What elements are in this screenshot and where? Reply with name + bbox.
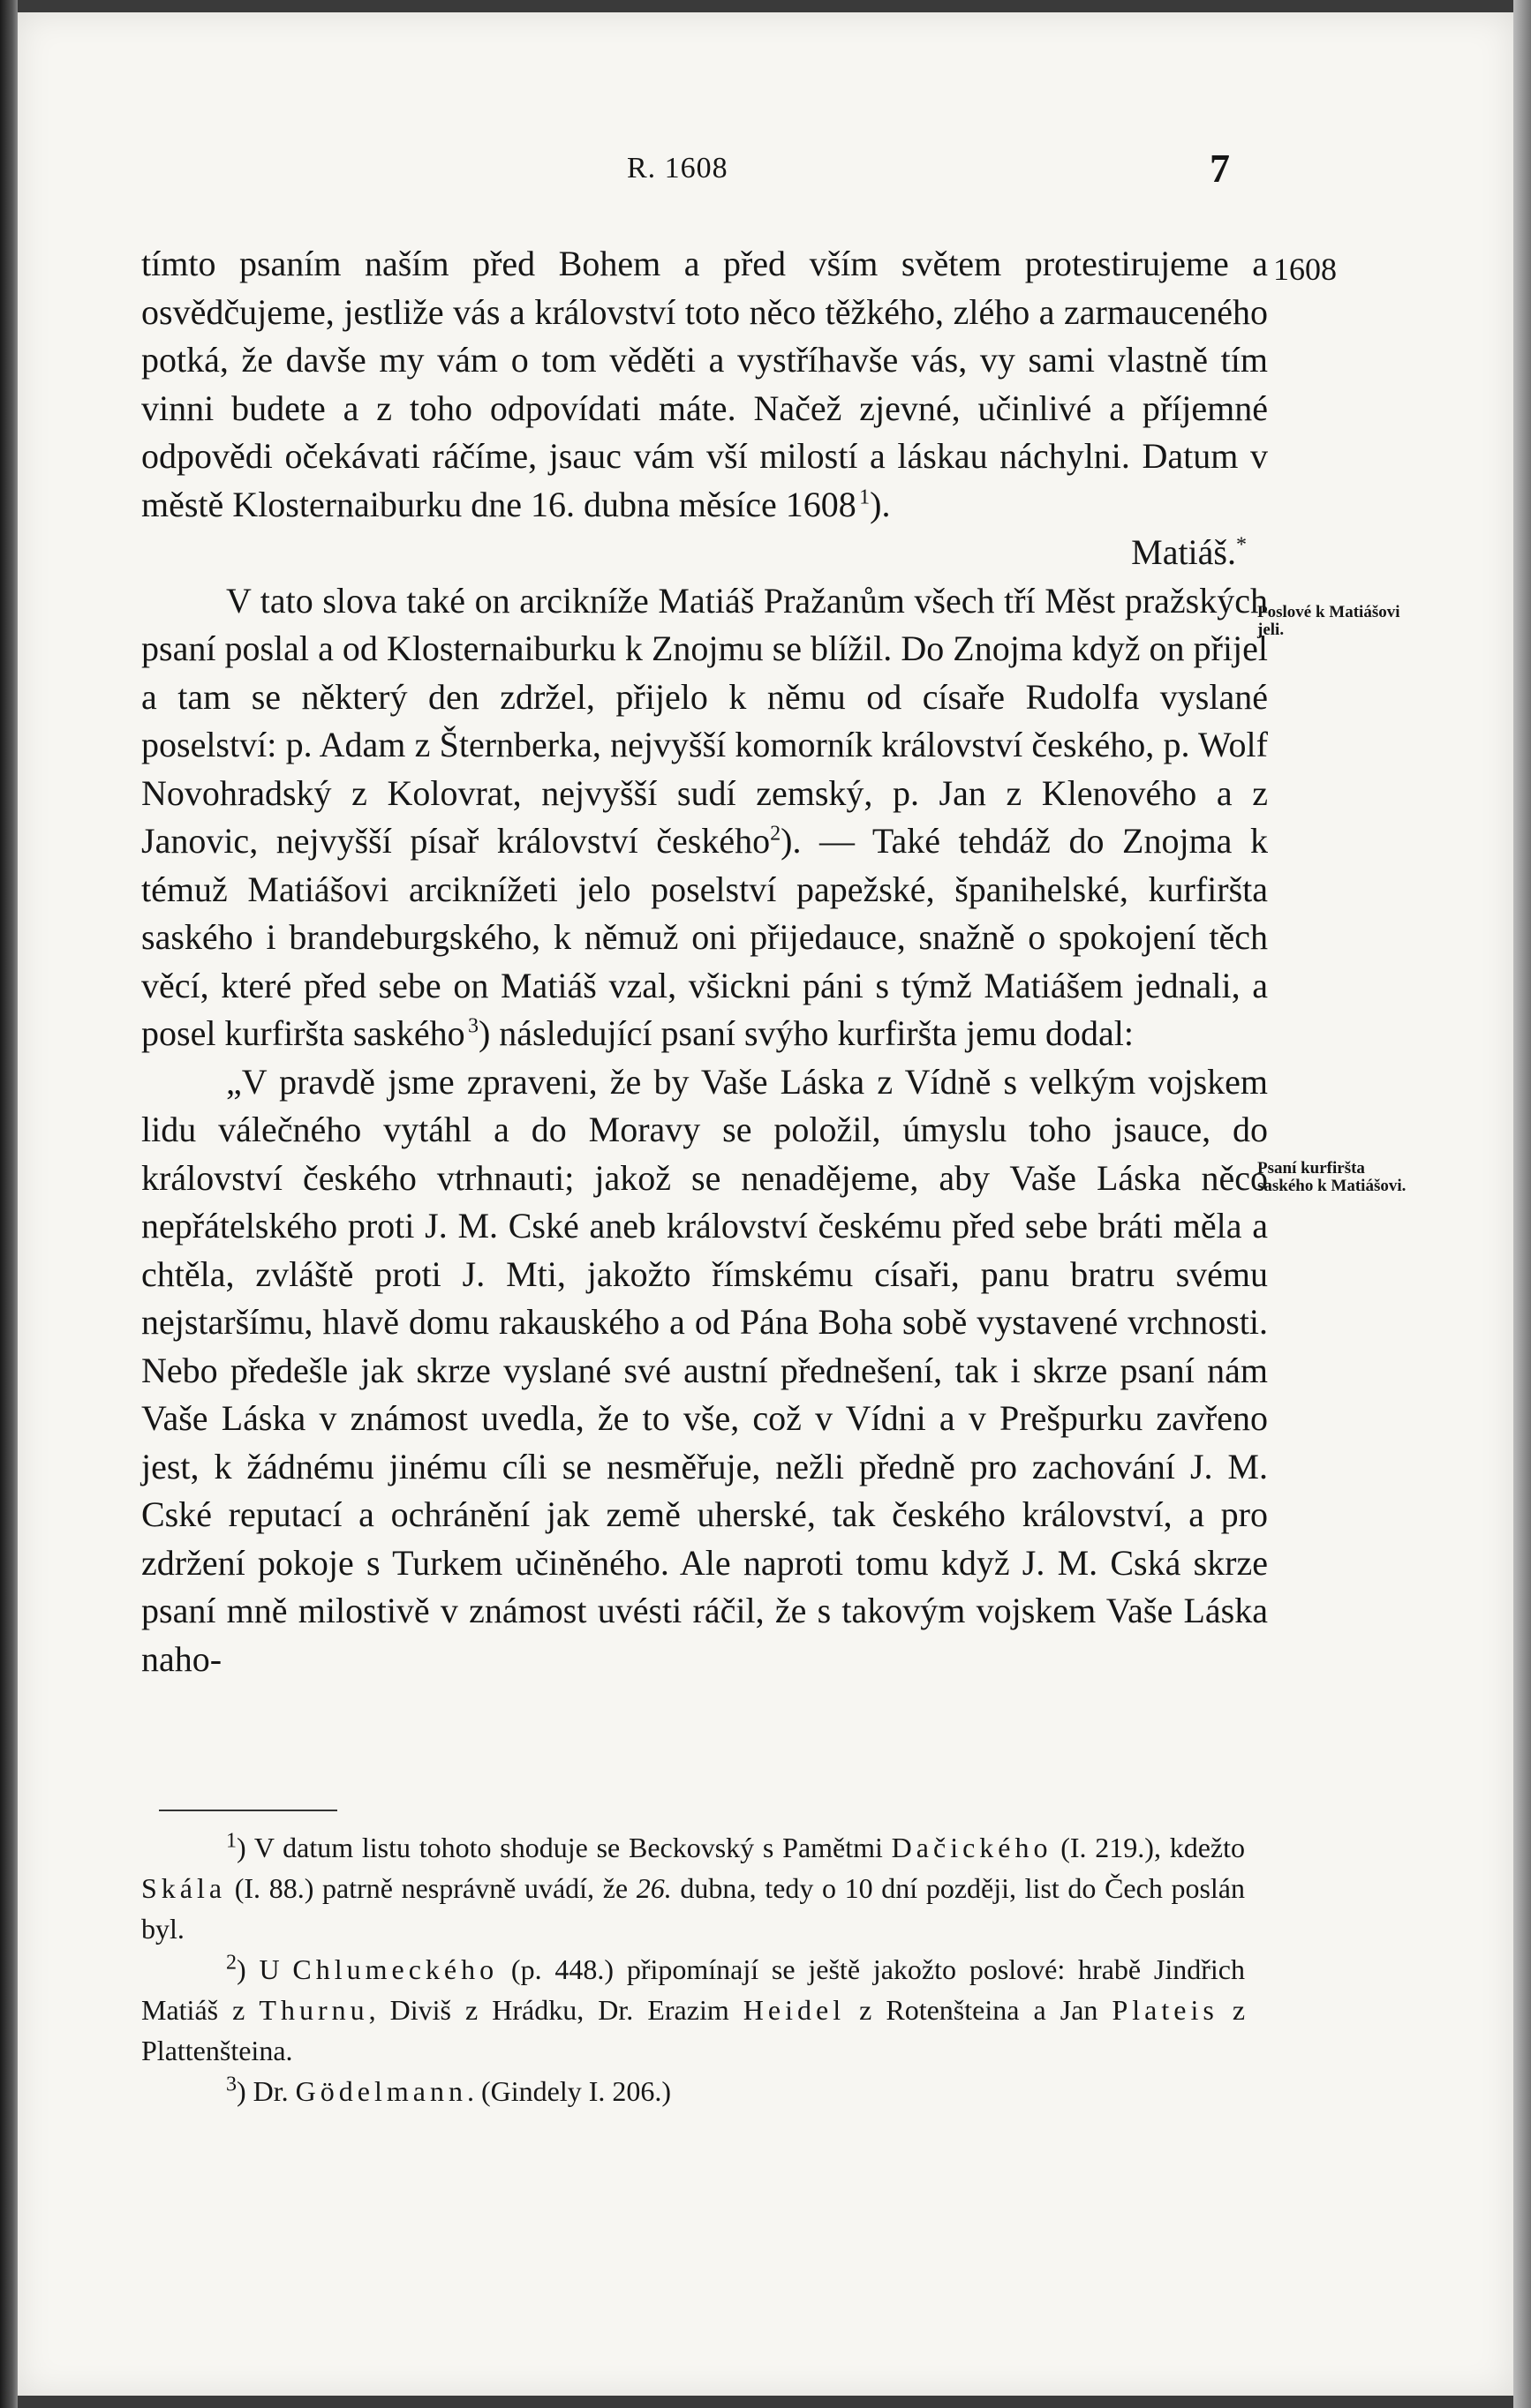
- footnote-1: $^1$) V datum listu tohoto shoduje se Beckovský s Pamětmi Dačického (I. 219.), kdežto Skála (I. 88.) patrně nesprávně uvádí, že 26. dubna, tedy o 10 dní později, list do Čech poslán byl.: [141, 1829, 1246, 1945]
- marginal-note-elector-letter: Psaní kurfiršta saského k Matiášovi.: [1257, 1159, 1407, 1195]
- footnote-3-text-2: . (Gindely I. 206.): [466, 2075, 672, 2107]
- footnote-2-text: U: [245, 1953, 293, 1985]
- footnote-1-text: V datum listu tohoto shoduje se Beckovský s Pamětmi: [245, 1832, 892, 1863]
- footnote-1-text-4: dubna, tedy o 10 dní později, list do Čech poslán byl.: [141, 1872, 1246, 1945]
- margin-year: 1608: [1273, 252, 1337, 287]
- book-spine-shadow: [0, 0, 18, 2408]
- running-head: R. 1608: [627, 152, 728, 184]
- footnote-ref-2: 2: [770, 822, 781, 846]
- footnote-3-text: Dr.: [245, 2075, 296, 2107]
- footnote-ref-3: 3: [467, 1014, 479, 1038]
- footnote-1-mark: 1: [226, 1829, 237, 1853]
- paragraph-1-text: tímto psaním naším před Bohem a před vším světem protestirujeme a osvědčujeme, jestliže vás a království toto něco těžkého, zlého a zarmauceného potká, že davše my vám o tom věděti a vystříhavše vás, vy sami vlastně tím vinni budete a z toho odpovídati máte. Načež zjevné, učinlivé a příjemné odpovědi očekávati ráčíme, jsauc vám vší milostí a láskau náchylni. Datum v městě Klosternaiburku dne 16. dubna měsíce 1608: [141, 244, 1268, 524]
- footnote-2-text-2: (p. 448.) připomínají se ještě jakožto poslové: hrabě Jindřich Matiáš z: [141, 1953, 1246, 2026]
- footnote-2: $^2$) U Chlumeckého (p. 448.) připomínají se ještě jakožto poslové: hrabě Jindřich Matiáš z Thurnu, Diviš z Hrádku, Dr. Erazim Heidel z Rotenšteina a Jan Plateis z Plattenšteina.: [141, 1951, 1246, 2066]
- footnote-1-text-2: (I. 219.), kdežto: [1052, 1832, 1246, 1863]
- footnote-1-name-skala: Skála: [141, 1872, 227, 1904]
- footnote-2-name-chlumecky: Chlumeckého: [292, 1953, 499, 1985]
- paragraph-2: V tato slova také on arcikníže Matiáš Pražanům všech tří Měst pražských psaní poslal a od Klosternaiburku k Znojmu se blížil. Do Znojma když on přijel a tam se některý den zdržel, přijelo k němu od císaře Rudolfa vyslané poselství: p. Adam z Šternberka, nejvyšší komorník království českého, p. Wolf Novohradský z Kolovrat, nejvyšší sudí zemský, p. Jan z Klenového a z Janovic, nejvyšší písař království českého$^2$). — Také tehdáž do Znojma k témuž Matiášovi arciknížeti jelo poselství papežské, španihelské, kurfiršta saského i brandeburgského, k němuž oni přijedauce, snažně o spokojení těch věcí, které před sebe on Matiáš vzal, všickni páni s týmž Matiášem jednali, a posel kurfiršta saského $^3$) následující psaní svýho kurfiršta jemu dodal:: [141, 580, 1268, 1053]
- footnote-2-text-5: z Plattenšteina.: [141, 1994, 1246, 2066]
- footnote-1-text-3: (I. 88.) patrně nesprávně uvádí, že: [226, 1872, 637, 1904]
- paragraph-2-text-b: . — Také tehdáž do Znojma k témuž Matiášovi arciknížeti jelo poselství papežské, španihelské, kurfiršta saského i brandeburgského, k němuž oni přijedauce, snažně o spokojení těch věcí, které před sebe on Matiáš vzal, všickni páni s týmž Matiášem jednali, a posel kurfiršta saského: [141, 821, 1268, 1053]
- page-edge-shadow: [1513, 0, 1531, 2408]
- footnote-2-name-plateis: Plateis: [1112, 1994, 1218, 2026]
- footnotes: [141, 1827, 1245, 2111]
- page-number: 7: [1210, 146, 1230, 191]
- footnote-3-mark: 3: [226, 2073, 237, 2096]
- marginal-note-envoys: Poslové k Matiášovi jeli.: [1257, 603, 1400, 639]
- asterisk-mark: *: [1236, 533, 1247, 557]
- footnote-2-name-heidel: Heidel: [743, 1994, 846, 2026]
- footnote-2-mark: 2: [226, 1951, 237, 1975]
- footnote-2-text-3: , Diviš z Hrádku, Dr. Erazim: [368, 1994, 743, 2026]
- footnote-1-name-dacicky: Dačického: [891, 1832, 1052, 1863]
- footnote-3-name-godelmann: Gödelmann: [295, 2075, 467, 2107]
- paragraph-2-text-a: V tato slova také on arcikníže Matiáš Pražanům všech tří Měst pražských psaní poslal a od Klosternaiburku k Znojmu se blížil. Do Znojma když on přijel a tam se některý den zdržel, přijelo k němu od císaře Rudolfa vyslané poselství: p. Adam z Šternberka, nejvyšší komorník království českého, p. Wolf Novohradský z Kolovrat, nejvyšší sudí zemský, p. Jan z Klenového a z Janovic, nejvyšší písař království českého: [141, 580, 1268, 861]
- footnote-3: $^3$) Dr. Gödelmann. (Gindely I. 206.): [226, 2073, 672, 2107]
- footnote-2-text-4: z Rotenšteina a Jan: [845, 1994, 1112, 2026]
- footnote-divider: [159, 1810, 337, 1811]
- paragraph-2-text-c: následující psaní svýho kurfiršta jemu dodal:: [490, 1013, 1135, 1053]
- signature-name: Matiáš.: [1131, 532, 1236, 572]
- paragraph-3: „V pravdě jsme zpraveni, že by Vaše Láska z Vídně s velkým vojskem lidu válečného vytáhl a do Moravy se položil, úmyslu toho jsauce, do království českého vtrhnauti; jakož se nenadějeme, aby Vaše Láska něco nepřátelského proti J. M. Cské aneb království českému před sebe bráti měla a chtěla, zvláště proti J. Mti, jakožto římskému císaři, panu bratru svému nejstaršímu, hlavě domu rakauského a od Pána Boha sobě vystavené vrchnosti. Nebo předešle jak skrze vyslané své austní přednešení, tak i skrze psaní nám Vaše Láska v známost uvedla, že to vše, což v Vídni a v Prešpurku zavřeno jest, k žádnému jinému cíli se nesměřuje, nežli předně pro zachování J. M. Cské reputací a ochránění jak země uherské, tak českého království, a pro zdržení pokoje s Turkem učiněného. Ale naproti tomu když J. M. Cská skrze psaní mně milostivě v známost uvésti ráčil, že s takovým vojskem Vaše Láska naho-: [141, 1061, 1268, 1679]
- footnote-1-italic-date: 26.: [636, 1872, 672, 1904]
- footnote-2-name-thurn: Thurnu: [259, 1994, 369, 2026]
- page-header: [18, 145, 1513, 198]
- paragraph-1: tímto psaním naším před Bohem a před vším světem protestirujeme a osvědčujeme, jestliže vás a království toto něco těžkého, zlého a zarmauceného potká, že davše my vám o tom věděti a vystříhavše vás, vy sami vlastně tím vinni budete a z toho odpovídati máte. Načež zjevné, učinlivé a příjemné odpovědi očekávati ráčíme, jsauc vám vší milostí a láskau náchylni. Datum v městě Klosternaiburku dne 16. dubna měsíce 1608 $^1$).: [141, 244, 1268, 524]
- signature: [141, 529, 1268, 577]
- footnote-ref-1: 1: [859, 485, 871, 509]
- main-text: [141, 240, 1268, 1683]
- book-page: [18, 12, 1513, 2396]
